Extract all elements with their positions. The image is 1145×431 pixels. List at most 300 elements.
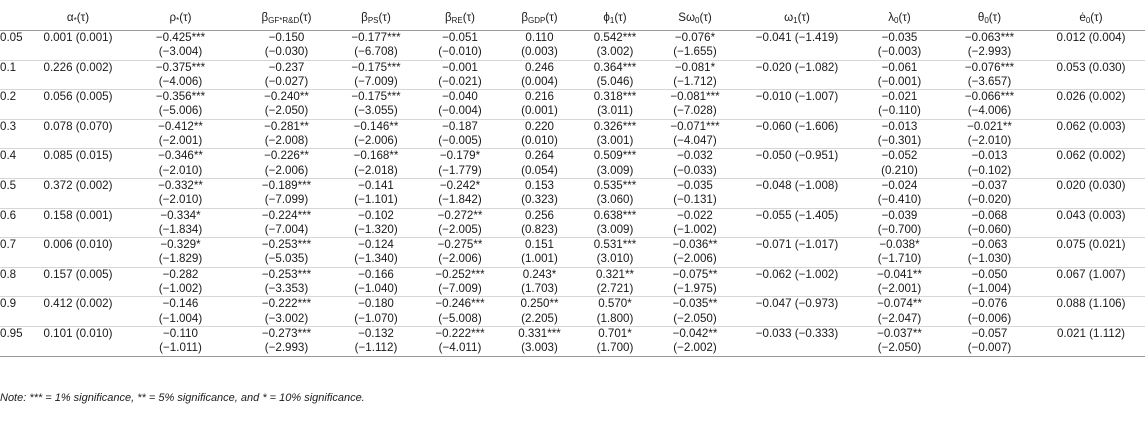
table-cell: (−1.040)	[334, 282, 418, 297]
table-cell: −0.146**	[353, 119, 399, 133]
table-cell: 0.372 (0.002)	[43, 178, 113, 192]
header-subscript: 1	[609, 15, 615, 25]
table-cell: (−2.005)	[418, 223, 502, 238]
table-cell: (2.205)	[502, 312, 577, 327]
column-header	[737, 4, 857, 31]
table-cell: (−7.028)	[653, 104, 737, 119]
quantile-cell: 0.5	[0, 178, 17, 192]
table-cell: −0.052	[881, 149, 918, 163]
header-argument: (τ)	[988, 10, 1002, 24]
header-argument: (τ)	[76, 10, 90, 24]
table-cell	[34, 193, 122, 208]
header-symbol: β	[444, 10, 452, 24]
column-header	[502, 4, 577, 31]
table-cell: −0.055 (−1.405)	[755, 208, 839, 222]
table-cell: −0.047 (−0.973)	[755, 297, 839, 311]
table-cell: 0.701*	[598, 326, 632, 340]
header-argument: (τ)	[545, 10, 558, 24]
table-row-estimates	[0, 60, 1145, 75]
table-cell: −0.048 (−1.008)	[755, 178, 839, 192]
table-cell: 0.157 (0.005)	[43, 267, 113, 281]
table-cell: (−2.001)	[857, 282, 942, 297]
table-cell: −0.246***	[435, 297, 485, 311]
table-cell	[34, 75, 122, 90]
header-symbol: ω	[784, 10, 794, 24]
table-cell: (0.054)	[502, 164, 577, 179]
quantile-cell: 0.9	[0, 297, 17, 311]
table-cell	[1037, 75, 1145, 90]
table-cell: (−1.975)	[653, 282, 737, 297]
header-symbol: ė	[1079, 10, 1086, 24]
table-cell	[1037, 193, 1145, 208]
table-cell: −0.275**	[437, 238, 483, 252]
table-cell: −0.168**	[353, 149, 399, 163]
quantile-cell: 0.95	[0, 326, 23, 340]
quantile-cell	[0, 223, 34, 238]
quantile-cell	[0, 282, 34, 297]
table-cell: −0.273***	[261, 326, 312, 340]
header-symbol: θ	[977, 10, 985, 24]
table-cell: (−2.010)	[942, 134, 1037, 149]
table-cell: −0.071 (−1.017)	[755, 238, 839, 252]
table-cell: (−0.301)	[857, 134, 942, 149]
table-cell: (1.800)	[577, 312, 653, 327]
table-cell	[34, 312, 122, 327]
quantile-cell: 0.1	[0, 60, 17, 74]
table-cell: −0.037**	[877, 326, 922, 340]
table-cell	[737, 282, 857, 297]
table-cell: (−1.320)	[334, 223, 418, 238]
table-cell	[1037, 282, 1145, 297]
table-cell: (−0.021)	[418, 75, 502, 90]
table-cell: (−0.410)	[857, 193, 942, 208]
table-cell: 0.531***	[593, 238, 637, 252]
table-cell	[1037, 134, 1145, 149]
table-cell: (0.003)	[502, 45, 577, 60]
table-cell: 0.053 (0.030)	[1056, 60, 1126, 74]
table-cell: (−2.018)	[334, 164, 418, 179]
table-cell: (−2.047)	[857, 312, 942, 327]
table-cell: −0.124	[358, 238, 394, 252]
column-header	[653, 4, 737, 31]
table-cell: −0.226**	[264, 149, 309, 163]
table-cell	[1037, 164, 1145, 179]
table-cell: −0.063	[971, 238, 1008, 252]
table-cell: −0.166	[358, 267, 394, 281]
table-row-estimates	[0, 208, 1145, 223]
table-cell: 0.535***	[593, 178, 637, 192]
table-cell: 0.085 (0.015)	[43, 149, 113, 163]
table-cell: 0.570*	[598, 297, 632, 311]
table-cell: (−5.006)	[122, 104, 239, 119]
table-cell	[1037, 223, 1145, 238]
table-cell: −0.412**	[158, 119, 203, 133]
table-cell: −0.356***	[155, 90, 206, 104]
column-header	[418, 4, 502, 31]
table-cell: 0.326***	[593, 119, 637, 133]
table-cell: 0.542***	[593, 31, 637, 44]
table-cell: (−0.004)	[418, 104, 502, 119]
table-cell: (−4.006)	[942, 104, 1037, 119]
table-cell: (−0.102)	[942, 164, 1037, 179]
table-cell: −0.068	[971, 208, 1008, 222]
table-cell: −0.189***	[261, 178, 312, 192]
table-cell: −0.041 (−1.419)	[755, 31, 839, 44]
table-row-estimates	[0, 178, 1145, 193]
table-cell: (−5.035)	[239, 252, 334, 267]
table-cell: −0.081*	[674, 60, 716, 74]
table-cell: (−2.993)	[942, 45, 1037, 60]
table-cell: −0.061	[881, 60, 918, 74]
table-cell: 0.153	[524, 178, 554, 192]
table-cell: −0.281**	[264, 119, 309, 133]
table-cell: (−1.002)	[122, 282, 239, 297]
table-row-estimates	[0, 267, 1145, 282]
table-row-estimates	[0, 90, 1145, 105]
table-cell	[737, 223, 857, 238]
table-cell: −0.066***	[964, 90, 1015, 104]
table-cell: (−1.834)	[122, 223, 239, 238]
table-row-tstats	[0, 341, 1145, 356]
table-cell: (3.009)	[577, 164, 653, 179]
table-cell: −0.039	[881, 208, 918, 222]
header-argument: (τ)	[462, 10, 476, 24]
table-cell: −0.102	[358, 208, 394, 222]
table-cell: (−0.110)	[857, 104, 942, 119]
table-cell	[737, 104, 857, 119]
table-cell: −0.076***	[964, 60, 1015, 74]
table-cell	[737, 164, 857, 179]
table-cell: −0.425***	[155, 31, 206, 44]
table-cell: −0.036**	[672, 238, 718, 252]
table-cell	[34, 223, 122, 238]
table-cell	[34, 282, 122, 297]
table-cell: −0.042**	[672, 326, 718, 340]
table-cell: −0.375***	[155, 60, 206, 74]
table-cell: 0.246	[524, 60, 554, 74]
table-cell: −0.040	[442, 90, 478, 104]
table-cell: −0.076*	[674, 31, 716, 44]
header-subscript: *	[73, 15, 77, 25]
table-cell: −0.334*	[160, 208, 201, 222]
table-cell: 0.026 (0.002)	[1056, 90, 1126, 104]
table-cell: (−2.002)	[653, 341, 737, 356]
table-cell: 0.062 (0.003)	[1056, 119, 1126, 133]
table-cell: (−7.004)	[239, 223, 334, 238]
table-row-tstats	[0, 312, 1145, 327]
table-cell: −0.035**	[672, 297, 718, 311]
table-cell: (0.010)	[502, 134, 577, 149]
table-cell: −0.057	[971, 326, 1008, 340]
table-cell: 0.056 (0.005)	[43, 90, 113, 104]
column-header	[239, 4, 334, 31]
table-cell: (−2.010)	[122, 164, 239, 179]
table-cell: 0.062 (0.002)	[1056, 149, 1126, 163]
table-cell: 0.256	[524, 208, 554, 222]
header-subscript: 0	[894, 15, 899, 25]
table-cell: −0.332**	[158, 178, 203, 192]
header-argument: (τ)	[699, 10, 712, 24]
header-symbol: β	[361, 10, 368, 24]
table-cell: (1.700)	[577, 341, 653, 356]
table-cell: −0.110	[163, 326, 198, 340]
quantile-cell	[0, 134, 34, 149]
table-cell: −0.063***	[964, 31, 1015, 44]
header-row	[0, 4, 1145, 31]
table-cell: (−3.055)	[334, 104, 418, 119]
table-cell: (−0.030)	[239, 45, 334, 60]
table-cell: (−1.829)	[122, 252, 239, 267]
table-cell: (0.823)	[502, 223, 577, 238]
header-subscript: PS	[367, 15, 379, 25]
column-header	[857, 4, 942, 31]
quantile-cell	[0, 45, 34, 60]
table-row-estimates	[0, 119, 1145, 134]
header-argument: (τ)	[378, 10, 391, 24]
quantile-cell	[0, 104, 34, 119]
table-cell: −0.035	[881, 31, 918, 44]
table-cell: −0.022	[677, 208, 713, 222]
table-row-tstats	[0, 75, 1145, 90]
table-cell	[1037, 341, 1145, 356]
table-cell: −0.272**	[437, 208, 483, 222]
table-cell: (−0.001)	[857, 75, 942, 90]
table-cell: (−2.006)	[239, 164, 334, 179]
header-symbol: β	[261, 10, 269, 24]
table-cell: (−3.004)	[122, 45, 239, 60]
header-argument: (τ)	[898, 10, 911, 24]
header-subscript: 0	[695, 15, 700, 25]
table-cell	[737, 193, 857, 208]
table-cell: −0.071***	[670, 119, 720, 133]
table-cell: 0.220	[524, 119, 554, 133]
table-cell: (−1.710)	[857, 252, 942, 267]
table-cell: −0.237	[268, 60, 305, 74]
table-cell: −0.240**	[264, 90, 309, 104]
table-row-estimates	[0, 238, 1145, 253]
table-cell: −0.346**	[158, 149, 203, 163]
quantile-cell	[0, 75, 34, 90]
table-cell: (−1.655)	[653, 45, 737, 60]
table-cell: (−2.993)	[239, 341, 334, 356]
table-note: Note: *** = 1% significance, ** = 5% significance, and * = 10% significance.	[0, 392, 365, 404]
table-cell: (−4.011)	[418, 341, 502, 356]
table-cell: −0.253***	[261, 238, 312, 252]
table-cell: 0.020 (0.030)	[1056, 178, 1126, 192]
table-cell: 0.364***	[593, 60, 637, 74]
table-row-tstats	[0, 282, 1145, 297]
table-cell: −0.038*	[879, 238, 920, 252]
table-cell: (−7.009)	[334, 75, 418, 90]
table-cell: −0.013	[971, 149, 1008, 163]
table-cell: (−2.050)	[239, 104, 334, 119]
table-cell: −0.224***	[261, 208, 312, 222]
table-cell	[737, 341, 857, 356]
column-header	[942, 4, 1037, 31]
header-subscript: *	[176, 15, 180, 25]
table-cell: −0.037	[971, 178, 1008, 192]
table-cell: (3.010)	[577, 252, 653, 267]
table-cell: 0.321**	[595, 267, 635, 281]
header-subscript: 0	[1085, 15, 1091, 25]
table-cell	[34, 252, 122, 267]
table-cell: 0.250**	[520, 297, 559, 311]
table-row-tstats	[0, 45, 1145, 60]
quantile-cell: 0.7	[0, 238, 17, 252]
table-cell: 0.078 (0.070)	[43, 119, 113, 133]
table-cell: (−2.001)	[122, 134, 239, 149]
table-cell	[34, 341, 122, 356]
table-cell: (−1.011)	[122, 341, 239, 356]
table-cell: (−2.006)	[334, 134, 418, 149]
table-cell: −0.282	[162, 267, 199, 281]
table-cell: −0.329*	[160, 238, 201, 252]
table-cell: (0.001)	[502, 104, 577, 119]
header-symbol: ρ	[169, 10, 177, 24]
table-cell: −0.081***	[670, 90, 720, 104]
table-cell	[34, 164, 122, 179]
column-header	[122, 4, 239, 31]
table-row-tstats	[0, 252, 1145, 267]
table-cell: (−0.010)	[418, 45, 502, 60]
table-cell: (3.060)	[577, 193, 653, 208]
header-subscript: GF*R&D	[268, 15, 300, 25]
table-cell: (0.004)	[502, 75, 577, 90]
table-cell: (2.721)	[577, 282, 653, 297]
header-symbol: β	[521, 10, 528, 24]
header-subscript: 1	[793, 15, 798, 25]
table-cell: (−1.842)	[418, 193, 502, 208]
table-cell: 0.638***	[593, 208, 637, 222]
table-cell: −0.075**	[672, 267, 718, 281]
table-cell: (−2.008)	[239, 134, 334, 149]
table-cell: (1.703)	[502, 282, 577, 297]
header-argument: (τ)	[614, 10, 627, 24]
table-cell: −0.222***	[261, 297, 312, 311]
table-cell	[737, 75, 857, 90]
table-cell: (−0.006)	[942, 312, 1037, 327]
table-cell	[737, 312, 857, 327]
table-cell: −0.050	[971, 267, 1008, 281]
table-cell: (3.001)	[577, 134, 653, 149]
table-cell: (−0.060)	[942, 223, 1037, 238]
header-symbol: ϕ	[603, 10, 610, 24]
table-row-tstats	[0, 134, 1145, 149]
header-symbol: λ	[888, 10, 895, 24]
table-cell: −0.132	[358, 326, 394, 340]
table-cell: −0.010 (−1.007)	[755, 90, 839, 104]
table-cell: −0.175***	[351, 60, 401, 74]
table-cell: −0.252***	[435, 267, 485, 281]
table-cell: (5.046)	[577, 75, 653, 90]
table-cell: −0.222***	[435, 326, 485, 340]
table-row-estimates	[0, 149, 1145, 164]
table-cell	[1037, 252, 1145, 267]
table-cell: −0.076	[971, 297, 1008, 311]
table-cell: 0.216	[524, 90, 554, 104]
header-argument: (τ)	[299, 10, 312, 24]
table-cell	[737, 134, 857, 149]
table-cell: −0.175***	[351, 90, 401, 104]
table-cell: 0.412 (0.002)	[43, 297, 113, 311]
table-cell: 0.151	[524, 238, 554, 252]
header-argument: (τ)	[1090, 10, 1103, 24]
table-cell: 0.101 (0.010)	[43, 326, 113, 340]
table-cell: (0.210)	[857, 164, 942, 179]
table-cell: 0.509***	[593, 149, 637, 163]
table-cell: (−1.779)	[418, 164, 502, 179]
table-cell: −0.060 (−1.606)	[755, 119, 839, 133]
table-cell: (−0.007)	[942, 341, 1037, 356]
table-cell: −0.001	[442, 60, 478, 74]
table-cell: −0.177***	[351, 31, 401, 44]
table-cell: (−1.112)	[334, 341, 418, 356]
table-cell: (−0.033)	[653, 164, 737, 179]
table-cell: (3.003)	[502, 341, 577, 356]
table-cell: (0.323)	[502, 193, 577, 208]
table-cell: (−3.353)	[239, 282, 334, 297]
table-cell: (−1.712)	[653, 75, 737, 90]
table-cell: −0.041**	[877, 267, 922, 281]
table-cell: (3.002)	[577, 45, 653, 60]
table-cell: 0.006 (0.010)	[43, 238, 113, 252]
table-cell: (−0.020)	[942, 193, 1037, 208]
table-cell: 0.012 (0.004)	[1056, 31, 1126, 44]
table-cell: (−4.006)	[122, 75, 239, 90]
table-cell: −0.051	[442, 31, 478, 44]
column-header	[577, 4, 653, 31]
header-argument: (τ)	[797, 10, 810, 24]
quantile-cell	[0, 164, 34, 179]
table-cell: −0.146	[162, 297, 199, 311]
table-cell: 0.043 (0.003)	[1056, 208, 1126, 222]
table-cell: 0.318***	[593, 90, 637, 104]
regression-results-table	[0, 4, 1145, 357]
table-cell: −0.024	[881, 178, 918, 192]
table-cell	[1037, 312, 1145, 327]
header-subscript: GDP	[528, 15, 546, 25]
table-cell: −0.150	[268, 31, 305, 44]
table-cell: −0.179*	[439, 149, 481, 163]
table-cell: (−5.008)	[418, 312, 502, 327]
table-cell: −0.074**	[877, 297, 922, 311]
table-cell: (−4.047)	[653, 134, 737, 149]
table-cell: (−1.004)	[122, 312, 239, 327]
column-header	[34, 4, 122, 31]
table-cell: 0.110	[525, 31, 554, 44]
header-argument: (τ)	[179, 10, 192, 24]
table-cell: −0.033 (−0.333)	[755, 326, 839, 340]
quantile-cell: 0.3	[0, 119, 17, 133]
table-cell: 0.067 (1.007)	[1056, 267, 1126, 281]
table-cell: (−3.657)	[942, 75, 1037, 90]
table-cell: −0.021	[881, 90, 918, 104]
table-cell: 0.331***	[518, 326, 561, 340]
table-row-tstats	[0, 223, 1145, 238]
table-cell: (−1.002)	[653, 223, 737, 238]
quantile-cell: 0.2	[0, 90, 17, 104]
table-cell: −0.035	[677, 178, 713, 192]
table-cell: −0.020 (−1.082)	[755, 60, 839, 74]
header-symbol: Sω	[678, 10, 696, 24]
table-cell: (−0.003)	[857, 45, 942, 60]
table-cell: −0.013	[881, 119, 918, 133]
header-symbol: α	[66, 10, 74, 24]
table-cell: −0.180	[358, 297, 394, 311]
header-subscript: RE	[451, 15, 463, 25]
table-cell: (3.009)	[577, 223, 653, 238]
table-cell: −0.187	[442, 119, 478, 133]
